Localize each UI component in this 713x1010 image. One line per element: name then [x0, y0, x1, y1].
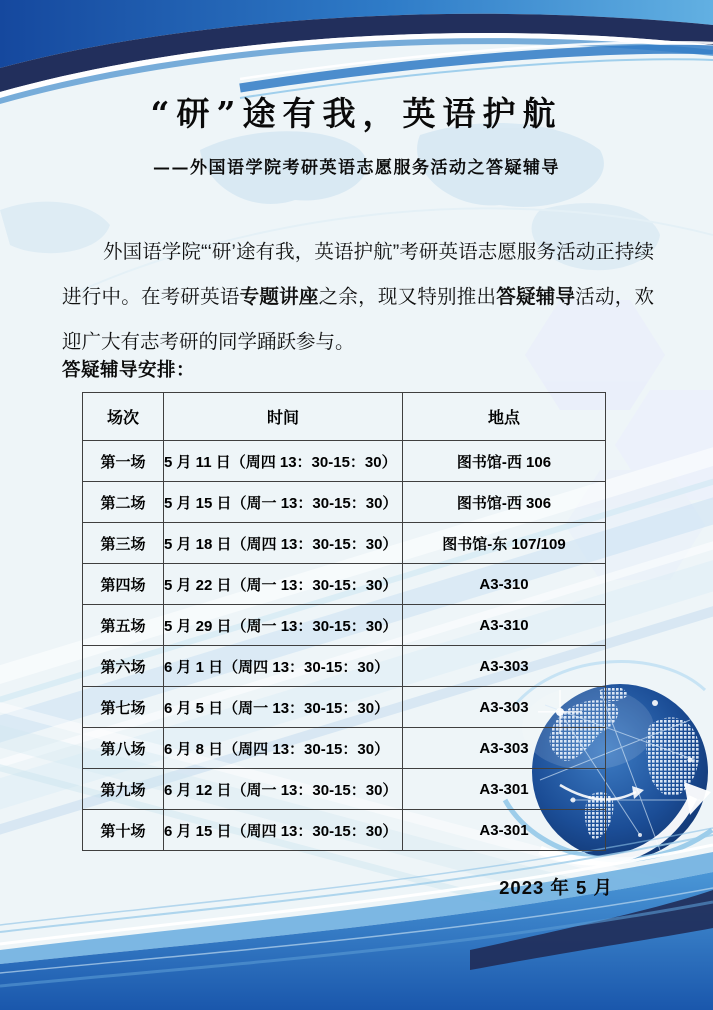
session-cell: 第七场: [83, 687, 164, 728]
table-row: [83, 564, 606, 605]
location-cell: A3-303: [403, 728, 606, 769]
header-session: 场次: [83, 393, 164, 441]
location-cell: A3-310: [403, 564, 606, 605]
time-cell: 6 月 15 日（周四 13：30-15：30）: [164, 810, 403, 851]
session-cell: 第四场: [83, 564, 164, 605]
table-row: [83, 810, 606, 851]
session-cell: 第八场: [83, 728, 164, 769]
table-row: [83, 728, 606, 769]
time-cell: 6 月 8 日（周四 13：30-15：30）: [164, 728, 403, 769]
table-row: [83, 482, 606, 523]
table-header-row: [83, 393, 606, 441]
page-subtitle: ——外国语学院考研英语志愿服务活动之答疑辅导: [153, 158, 560, 178]
table-row: [83, 441, 606, 482]
table-row: [83, 646, 606, 687]
intro-bold-tutoring: 答疑辅导: [496, 285, 576, 308]
time-cell: 5 月 15 日（周一 13：30-15：30）: [164, 482, 403, 523]
location-cell: 图书馆-西 106: [403, 441, 606, 482]
intro-paragraph: [62, 230, 654, 365]
location-cell: 图书馆-东 107/109: [403, 523, 606, 564]
location-cell: 图书馆-西 306: [403, 482, 606, 523]
table-row: [83, 687, 606, 728]
session-cell: 第二场: [83, 482, 164, 523]
location-cell: A3-310: [403, 605, 606, 646]
table-row: [83, 769, 606, 810]
intro-text: 之余，现又特别推出: [318, 285, 497, 308]
intro-text: 活动，欢迎广大有志考研的同学踊跃参与。: [62, 285, 654, 353]
time-cell: 6 月 12 日（周一 13：30-15：30）: [164, 769, 403, 810]
footer-date: 2023 年 5 月: [499, 877, 613, 898]
page-title: “研”途有我，英语护航: [150, 94, 563, 133]
intro-bold-lecture: 专题讲座: [239, 285, 319, 308]
time-cell: 6 月 1 日（周四 13：30-15：30）: [164, 646, 403, 687]
schedule-heading: 答疑辅导安排：: [62, 359, 196, 380]
session-cell: 第六场: [83, 646, 164, 687]
header-time: 时间: [164, 393, 403, 441]
time-cell: 5 月 18 日（周四 13：30-15：30）: [164, 523, 403, 564]
time-cell: 5 月 29 日（周一 13：30-15：30）: [164, 605, 403, 646]
location-cell: A3-303: [403, 646, 606, 687]
session-cell: 第五场: [83, 605, 164, 646]
time-cell: 5 月 11 日（周四 13：30-15：30）: [164, 441, 403, 482]
intro-text: 外国语学院“‘研’途有我，英语护航”考研英语志愿服务活动正持续进行中。在考研英语: [62, 240, 654, 308]
location-cell: A3-301: [403, 769, 606, 810]
session-cell: 第九场: [83, 769, 164, 810]
location-cell: A3-303: [403, 687, 606, 728]
time-cell: 5 月 22 日（周一 13：30-15：30）: [164, 564, 403, 605]
schedule-table: [82, 392, 606, 851]
session-cell: 第十场: [83, 810, 164, 851]
table-row: [83, 605, 606, 646]
session-cell: 第一场: [83, 441, 164, 482]
table-row: [83, 523, 606, 564]
header-location: 地点: [403, 393, 606, 441]
session-cell: 第三场: [83, 523, 164, 564]
location-cell: A3-301: [403, 810, 606, 851]
time-cell: 6 月 5 日（周一 13：30-15：30）: [164, 687, 403, 728]
